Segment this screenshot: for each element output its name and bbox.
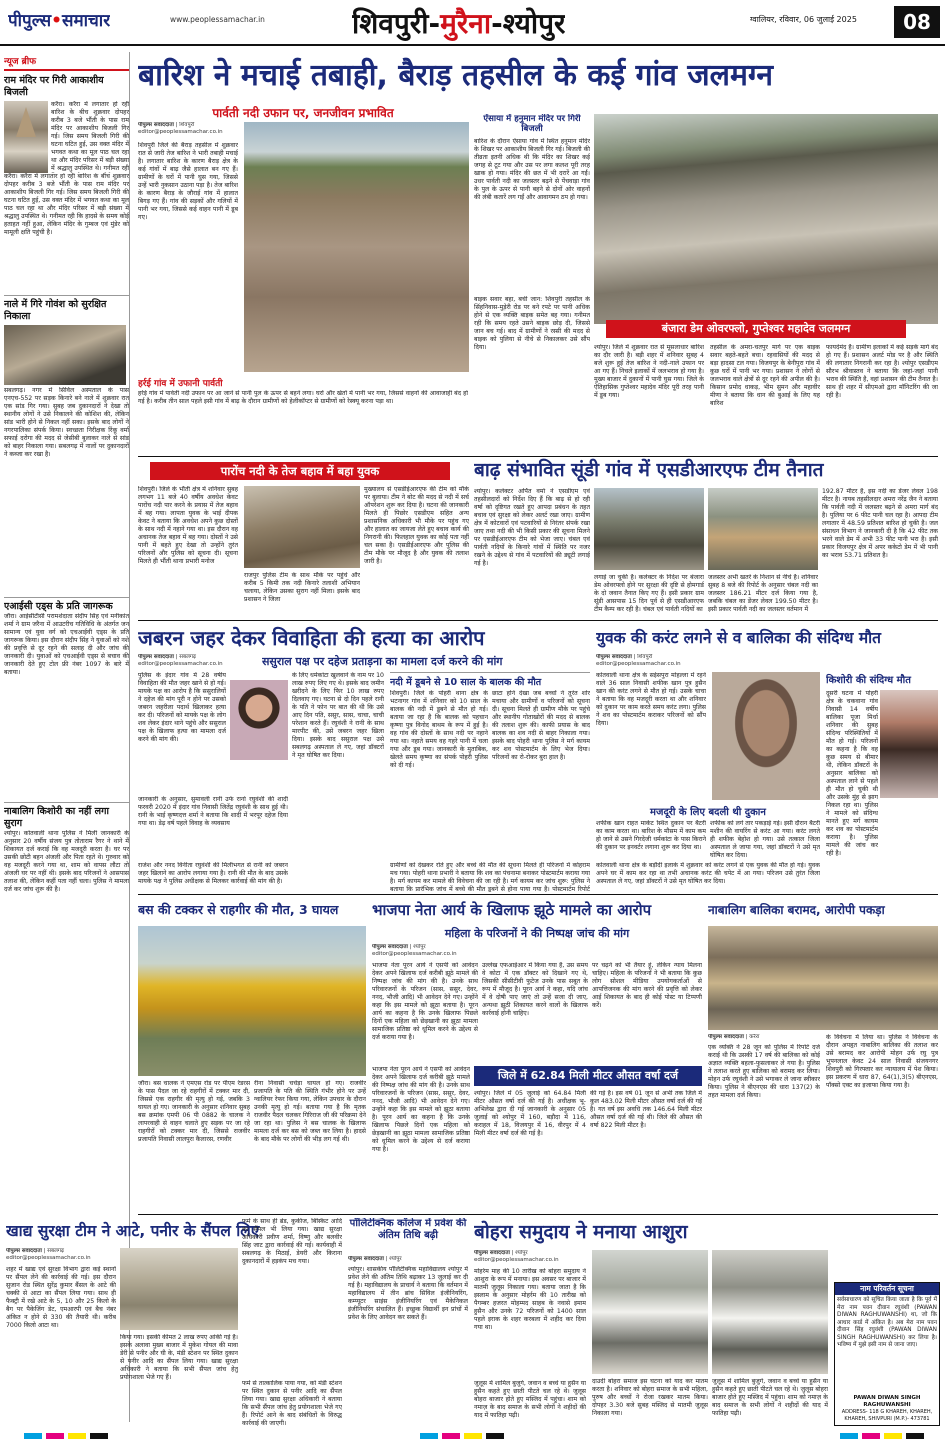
bohra-photo-1	[592, 1250, 708, 1374]
dowry-body-c: राजेश और ननद विनीता रघुवंशी की मिलीभगत से रानी को जबरन जहर खिलाने का आरोप लगाया गया है। रानी की मौत के बाद उसके मायके पक्ष ने पुलिस अधीक्षक से मिलकर कार्रवाई की मांग की है।	[138, 862, 288, 892]
paraunch-body: शिवपुरी। जिले के भौंती क्षेत्र में शनिवार सुबह लगभग 11 बजे 40 वर्षीय अवधेश केवट पारोंच नदी पार करने के प्रयास में तेज बहाव में बह गया। लापता युवक के भाई दीपक केवट ने बताया कि अवधेश अपने कुछ दोस्तों के साथ नदी में नहाने गया था। इस दौरान वह अचानक तेज बहाव में बह गया। दोस्तों ने उसे पानी में बहते हुए देखा तो उन्होंने तुरंत परिजनों और पुलिस को सूचना दी। सूचना मिलते ही भौंती थाना प्रभारी मनोज	[138, 486, 238, 565]
drown-body-3: ग्रामीणों को देखकर रोते हुए और बच्चे की मौत की सूचना मिलते ही परिजनों में कोहराम मच गया। पोहरी थाना प्रभारी ने बताया कि शव का पंचनामा बनाकर पोस्टमार्टम कराया गया है। मर्ग कायम कर मामले की विवेचना की जा रही है। मर्ग कायम कर जांच शुरू: पुलिस ने बताया कि प्रारंभिक जांच में बच्चे की मौत डूबने से होना पाया गया है। पोस्टमार्टम रिपोर्ट	[390, 862, 590, 892]
minor-body: एक व्यक्ति ने 28 जून को पुलिस में रिपोर्ट दर्ज कराई थी कि उसकी 17 वर्ष की बालिका को कोई अज्ञात व्यक्ति बहला-फुसलाकर ले गया है। पुलिस ने तलाश करते हुए बालिका को बरामद कर लिया। मोहन उर्फ रघुवंशी ने उसे भगाकर ले जाना स्वीकार किया। पुलिस ने बीएनएस की धारा 137(2) के तहत मामला दर्ज किया।	[708, 1044, 820, 1099]
bjp-body-3: पर चढ़ने को भी तैयार हूं, लेकिन न्याय मिलना चाहिए। महिला के परिजनों ने भी बताया कि कुछ लोग सोशल मीडिया उपयोगकर्ताओं से आपत्तिजनक की मांग करने की प्रवृत्ति को लेकर आई शिकायत के बाद ही कोई पोस्ट या टिप्पणी करें।	[592, 962, 702, 1009]
poly-body: श्योपुर। शासकीय पॉलिटेक्निक महाविद्यालय श्योपुर में प्रवेश लेने की अंतिम तिथि बढ़ाकर 13 जुलाई कर दी गई है। महाविद्यालय के प्राचार्य ने बताया कि वर्तमान में महाविद्यालय में तीन ब्रांच सिविल इंजीनियरिंग, कम्प्यूटर साइंस इंजीनियरिंग एवं मैकेनिकल इंजीनियरिंग संचालित हैं। इच्छुक विद्यार्थी इन प्रांचों में प्रवेश के लिए आवेदन कर सकते हैं।	[348, 1266, 468, 1321]
news-brief-column	[4, 52, 130, 1422]
temple-body: बारिश के दौरान ऐंसाया गांव में स्थित हनुमान मंदिर के शिखर पर आकाशीय बिजली गिर गई। बिजली की तीव्रता इतनी अधिक थी कि मंदिर का शिखर कई जगह से टूट गया और उस पर लगा कलश पूरी तरह खाक हो गया। मंदिर की छत में भी दरारें आ गईं। उधर पार्वती नदी का जलस्तर बढ़ने से पेंचवाड़ा गांव के पुल के ऊपर से पानी बहने से दोनों ओर वाहनों की लंबी कतारें लग गईं और आवागमन ठप हो गया।	[474, 138, 590, 201]
bjp-byline: पीपुल्स संवाददाता | श्योपुर editor@peoplessamachar.co.in	[372, 944, 457, 957]
bohra-byline: पीपुल्स संवाददाता | श्योपुर editor@peoplessamachar.co.in	[474, 1250, 559, 1263]
shock-subhead: मजदूरी के लिए बदली थी दुकान	[650, 807, 766, 818]
paraunch-caption: राजपुर पुलिस टीम के साथ मौके पर पहुंचे और करीब 5 किमी तक नदी किनारे तलाशी अभियान चलाया, लेकिन उसका सुराग नहीं मिला। इसके बाद प्रशासन ने जिला	[244, 572, 360, 603]
masthead	[0, 0, 945, 46]
divider	[138, 894, 938, 895]
notice-sign: PAWAN DIWAN SINGH RAGHUWANSHI	[853, 1395, 921, 1408]
bohra-body-3: जुलूस में शामिल बुजुर्ग, जवान व बच्चे या हुसैन या हुसैन कहते हुए छाती पीटते चल रहे थे। जुलूस बोहरा बाजार होते हुए मस्जिद में पहुंचा। शाम को नमाज़ के बाद समाज के सभी लोगों ने शहीदों की याद में फातिहा पढ़ी।	[712, 1378, 828, 1417]
temple-headline: ऐंसाया में हनुमान मंदिर पर गिरी बिजली	[483, 114, 581, 134]
print-color-mark	[464, 1433, 482, 1439]
bus-body: जौरा। बस चालक ने एमएस रोड पर पीएम रेडरस के पास पैदल जा रहे राहगीरों में टक्कर मार दी, जिससे एक राहगीर की मृत्यु हो गई, जबकि 3 घायल हो गए। जानकारी के अनुसार शनिवार सुबह बस क्रमांक एमपी 06 पी 0882 के चालक ने लापरवाही से वाहन चलाते हुए सड़क पर जा रहे राहगीरों को टक्कर मार दी, जिससे राजवीर प्रजापति निवासी लालपुरा कैलारस, रणवीर	[138, 1080, 250, 1143]
drown-body-2: छाटा होने देखा जब बच्चों ने तुरंत शोर मचाया और ग्रामीणों व परिजनों को सूचना दी। सूचना मिलते ही ग्रामीण मौके पर पहुंचे और स्थानीय गोताखोरों की मदद से बालक की तलाश शुरू की। काफी प्रयास के बाद बालक का शव नदी से बाहर निकाला गया। इसके बाद पोहरी थाना पुलिस ने मर्ग कायम कर शव पोस्टमार्टम के लिए भेज दिया। परिजनों का रो-रोकर बुरा हाल है।	[492, 690, 590, 761]
bohra-photo-2	[712, 1250, 828, 1374]
bohra-body: मोहर्रम माह की 10 तारीख को बोहरा समुदाय ने आशुरा के रूप में मनाया। इस अवसर पर बाजार में मातमी जुलूस निकाला गया। बताया जाता है कि इस्लाम के अनुसार मोहर्रम की 10 तारीख को पैगम्बर हजरत मोहम्मद साहब के नवासे इमाम हुसैन और उनके 72 परिजनों को 1400 साल पहले इराक के शहर करबला में शहीद कर दिया गया था।	[474, 1268, 586, 1331]
man-photo	[712, 672, 820, 800]
brief-body: करैरा। करैरा में लगातार हो रही बारिश के बीच शुक्रवार दोपहर करीब 3 बजे भौंती के पास राम मंदिर पर आकाशीय बिजली गिर गई। जिस समय बिजली गिरी की घटना घटित हुई, उस वक्त मंदिर में भगवत कथा का मूल पाठ चल रहा था और मंदिर परिसर में बड़ी संख्या में श्रद्धालु उपस्थित थे। गनीमत रही	[51, 101, 129, 172]
print-color-mark	[884, 1433, 902, 1439]
shock-mid-body-2: शफीक को लगे तार पकड़ाई गई। इसी दौरान बैटरी मशीन की वायरिंग से करंट आ गया। करंट लगते ही शफीक बेहोश हो गया। उसे तत्काल जिला अस्पताल ले जाया गया, जहां डॉक्टरों ने उसे मृत घोषित कर दिया।	[710, 820, 820, 859]
drown-headline: नदी में डूबने से 10 साल के बालक की मौत	[390, 672, 590, 688]
food-body-4: फर्म से तात्कालिक पाया गया, को मंडी स्टेशन पर स्थित दुकान से पनीर आदि का सैंपल लिया गया। खाद्य सुरक्षा अधिकारी ने बताया कि सभी सैंपल जांच हेतु प्रयोगशाला भेजे गए हैं। रिपोर्ट आने के बाद संबंधितों के विरुद्ध कार्रवाई की जाएगी।	[242, 1380, 342, 1426]
divider	[138, 620, 938, 621]
brief-body: श्योपुर। कोतवाली थाना पुलिस ने मिली जानकारी के अनुसार 20 वर्षीय संजय पुत्र तोताराम रैगर ने थाने में शिकायत दर्ज कराई कि वह मजदूरी करता है। घर पर उसकी छोटी बहन अंजली और पिता रहते थे। गुरुवार को वह मजदूरी करने गया था, शाम को वापस लौटा तो अंजली घर पर नहीं थी। इसके बाद परिजनों ने आसपास तलाश की, लेकिन कहीं पता नहीं चला। पुलिस ने मामला दर्ज कर जांच शुरू की है।	[4, 830, 129, 893]
name-change-notice	[834, 1282, 940, 1426]
brief-headline: नाले में गिरे गोवंश को सुरक्षित निकाला	[4, 295, 129, 323]
shock-body: कोतवाली थाना क्षेत्र के सईसपुरा मोहल्ला में रहने वाले 36 साल निवासी शफीक खान पुत्र हुसैन खान की करंट लगने से मौत हो गई। उसके चाचा ने बताया कि वह मजदूरी करता था और शनिवार को दुकान पर काम करते समय करंट लगा। पुलिस ने शव का पोस्टमार्टम कराकर परिजनों को सौंप दिया।	[596, 672, 706, 727]
notice-body: सर्वसाधारण को सूचित किया जाता है कि पूर्व में मेरा नाम पवन दीवान रघुवंशी (PAWAN DIWAN RAGHUWANSHI) था, जो कि आधार कार्ड में अंकित है। अब मेरा नाम पवन दीवान सिंह रघुवंशी (PAWAN DIWAN SINGH RAGHUWANSHI) कर लिया है। भविष्य में मुझे इसी नाम से जाना जाए।	[837, 1297, 937, 1348]
edition-title: शिवपुरी-मुरैना-श्योपुर	[352, 7, 566, 40]
minor-body-2: के विवेचना में लिया था। पुलिस ने विवेचना के दौरान अपहृत नाबालिग बालिका की तलाश कर उसे बरामद कर आरोपी मोहन उर्फ रघु पुत्र भूपनलाल केवट 24 साल निवासी संजयनगर शिवपुरी को गिरफ्तार कर न्यायालय में पेश किया। इस प्रकरण में धारा 87, 64(1),3(5) बीएनएस, पॉक्सो एक्ट का इजाफा किया गया है।	[826, 1034, 938, 1089]
bus-photo	[138, 926, 366, 1076]
sudi-body-2: जलस्तर अभी खतरे के निशान से नीचे है। शनिवार सुबह 8 बजे की रिपोर्ट के अनुसार चंबल नदी का जलस्तर 186.21 मीटर दर्ज किया गया है, जबकि चंबल का डेंजर लेवल 199.50 मीटर है। इसी प्रकार पार्वती नदी का जलस्तर वर्तमान में	[708, 574, 818, 613]
dowry-body-b: जानकारी के अनुसार, सुमावली रानी उर्फ रानो रघुवंशी की शादी फरवरी 2020 में इंदार गांव निवासी जितेंद्र रघुवंशी के साथ हुई थी। रानी के भाई कृष्णदत्त शर्मा ने बताया कि शादी में भरपूर दहेज दिया गया था। डेढ़ वर्ष पहले विवाह के व्यवसाय	[138, 796, 288, 827]
dam-body-col3: फायदेमंद है। ग्रामीण इलाकों में कई सड़कें मार्ग बंद हो गए हैं। प्रशासन अलर्ट मोड पर है और स्थिति की लगातार निगरानी कर रहा है। श्योपुर एसडीएम सौरभ श्रीवास्तव ने बताया कि जहां-जहां पानी भराव की स्थिति है, वहां प्रशासन की टीम तैनात है। साथ ही शहर में सीएमओ द्वारा मॉनिटरिंग की जा रही है।	[826, 344, 938, 399]
paraunch-headline: पारोंच नदी के तेज बहाव में बहा युवक	[150, 462, 450, 480]
lead-subhead: पार्वती नदी उफान पर, जनजीवन प्रभावित	[212, 106, 394, 120]
notice-address: ADDRESS- 118 G KHAREH, KHAREH, KHAREH, SHIVPURI (M.P.)- 473781	[841, 1409, 933, 1422]
dam-photo	[594, 114, 938, 324]
lead-byline: पीपुल्स संवाददाता | शिवपुरी editor@peoplessamachar.co.in	[138, 122, 223, 135]
lead-headline: बारिश ने मचाई तबाही, बैराड़ तहसील के कई गांव जलमग्न	[138, 58, 773, 93]
bjp-body-2: उल्लेख एफआईआर में किया गया है, उस समय वे कोटा में एक डॉक्टर को दिखाने गए थे, जिसकी सीसीटीवी फुटेज उनके पास सबूत के रूप में मौजूद है। पूरन आर्य ने कहा, यदि जांच में वे दोषी पाए जाएं तो उन्हें सजा दी जाए, अन्यथा झूठी शिकायत करने वालों के खिलाफ कार्रवाई होनी चाहिए।	[482, 962, 588, 1017]
website-url[interactable]: www.peoplessamachar.in	[170, 15, 265, 24]
dowry-body-2: के लिए धर्मकांटा खुलवाने के नाम पर 10 लाख रुपए लिए गए थे। इसके बाद जमीन खरीदने के लिए फिर 10 लाख रुपए दिलवाए गए। घटना से दो दिन पहले रानी के पति ने फोन पर बात की थी कि उसे आए दिन पति, ससुर, सास, चाचा, चाची परेशान करते हैं। रघुवंशी ने रानी के साथ मारपीट की, उसे जबरन जहर खिला दिया। इसके बाद ससुराल पक्ष उसे सबलगढ़ अस्पताल ले गए, जहां डॉक्टरों ने मृत घोषित कर दिया।	[292, 672, 384, 759]
poly-headline: पॉलिटेक्निक कॉलेज में प्रवेश की अंतिम तिथि बढ़ी	[349, 1218, 467, 1241]
brief-headline: नाबालिग किशोरी का नहीं लगा सुराग	[4, 802, 129, 830]
shock-body-intro: कोतवाली थाना क्षेत्र के बड़ौदी इलाके में शुक्रवार को करंट लगने से एक युवक की मौत हो गई। युवक अपने घर में काम कर रहा था तभी अचानक करंट की चपेट में आ गया। परिजन उसे तुरंत जिला अस्पताल ले गए, जहां डॉक्टरों ने उसे मृत घोषित कर दिया।	[596, 862, 820, 892]
dam-body-col1: श्योपुर। जिले में शुक्रवार रात से मूसलाधार बारिश का दौर जारी है। बड़ी शहर में शनिवार सुबह 4 बजे शुरू हुई तेज बारिश ने नदी-नाले उफान पर आ गए हैं। निचले इलाकों में जलभराव हो गया है। मुख्य बाजार में दुकानों में पानी घुस गया। जिले के ऐतिहासिक गुप्तेश्वर महादेव मंदिर पूरी तरह पानी में डूब गया।	[594, 344, 704, 399]
bohra-body-2: दाउदी बोहरा समाज इस घटना को याद कर मातम करता है। शनिवार को बोहरा समाज के सभी महिला, पुरुष और बच्चों ने रोजा रखकर मातम किया। दोपहर 3.30 बजे सुबह मस्जिद से मातमी जुलूस निकाला गया।	[592, 1378, 708, 1417]
print-color-mark	[68, 1433, 86, 1439]
food-body: शहर में खाद्य एवं सुरक्षा विभाग द्वारा कई स्थानों पर सैंपल लेने की कार्रवाई की गई। इस दौरान सुजान रोड स्थित सुरेंद्र कुमार बैंसल के आटे की चक्की से आटा का सैंपल लिया गया। साथ ही फैक्ट्री में रखे आटे के 5, 10 और 25 किलो के बैग पर पैकेजिंग डेट, एमआरपी एवं बैच नंबर अंकित न होने से 330 की तैयारी थी। करीब 7000 किलो आटा था।	[6, 1266, 116, 1329]
bjp-body-cont: भाजपा नेता पूरन आर्य ने एसपी को आवेदन देकर अपने खिलाफ दर्ज करीबी झूठे मामले की निष्पक्ष जांच की मांग की है। उनके साथ परिवारजनों के परिजन (सास, ससुर, देवर, ननद, भौजी आदि) भी आवेदन देने गए। उन्होंने कहा कि इस मामले को झूठा बताया है। पूरन आर्य का कहना है कि उनके खिलाफ पिछले दिनों एक महिला को छेड़खानी का झूठा मामला सामाजिक प्रतिष्ठा को धूमिल करने के उद्देश्य से दर्ज कराया गया है।	[372, 1066, 470, 1153]
rescue-photo	[244, 486, 360, 568]
bjp-body: भाजपा नेता पूरन आर्य ने एसपी को आवेदन देकर अपने खिलाफ दर्ज करीबी झूठे मामले की निष्पक्ष जांच की मांग की है। उनके साथ परिवारजनों के परिजन (सास, ससुर, देवर, ननद, भौजी आदि) भी आवेदन देने गए। उन्होंने कहा कि इस मामले को झूठा बताया है। पूरन आर्य का कहना है कि उनके खिलाफ पिछले दिनों एक महिला को छेड़खानी का झूठा मामला सामाजिक प्रतिष्ठा को धूमिल करने के उद्देश्य से दर्ज कराया गया है।	[372, 962, 478, 1041]
shock-headline: युवक की करंट लगने से व बालिका की संदिग्ध मौत	[596, 629, 881, 647]
brief-body: जौरा। आईसीटीसी परामर्शदाता संदीप सिंह एवं मनीकांत शर्मा ने ग्राम जरैना में आउटरीच गतिविधि के अंतर्गत जन सामान्य एवं युवा वर्ग को एचआईवी एड्स के प्रति जागरूक किया। इस दौरान संदीप सिंह ने युवाओं को नशे की प्रवृत्ति से दूर रहने की सलाह दी और जांच की जानकारी दी। युवाओं को एचआईवी एड्स से बचाव की जानकारी देते हुए टोल फ्री नंबर 1097 के बारे में बताया।	[4, 613, 129, 676]
food-headline: खाद्य सुरक्षा टीम ने आटे, पनीर के सैंपल लिए	[6, 1222, 260, 1240]
poly-byline: पीपुल्स संवाददाता | श्योपुर	[348, 1256, 402, 1262]
bohra-body-4: जुलूस में शामिल बुजुर्ग, जवान व बच्चे या हुसैन या हुसैन कहते हुए छाती पीटते चल रहे थे। जुलूस बोहरा बाजार होते हुए मस्जिद में पहुंचा। शाम को नमाज़ के बाद समाज के सभी लोगों ने शहीदों की याद में फातिहा पढ़ी।	[474, 1380, 586, 1426]
sudi-body: श्योपुर। कलेक्टर अर्पित वर्मा ने एसडीएम एवं तहसीलदारों को निर्देश दिए हैं कि बाढ़ से हो रही वर्षा को दृष्टिगत रखते हुए आपदा प्रबंधन के तहत बचाव एवं सुरक्षा को लेकर अलर्ट रखा जाए। ग्रामीण क्षेत्र में कोटवारों एवं पटवारियों से निरंतर संपर्क रखा जाए तथा नदी की भी किसी प्रकार की सूचना मिलने पर एसडीईआरएफ टीम को भेजा जाए। चंबल एवं पार्वती नदियों के किनारे गांवों में स्थिति पर नजर रखने के उद्देश्य से गांव में पटवारियों की ड्यूटी लगाई गई है।	[474, 488, 590, 567]
print-color-mark	[90, 1433, 108, 1439]
brief-body-cont: करैरा। करैरा में लगातार हो रही बारिश के बीच शुक्रवार दोपहर करीब 3 बजे भौंती के पास राम मंदिर पर आकाशीय बिजली गिर गई। जिस समय बिजली गिरी की घटना घटित हुई, उस वक्त मंदिर में भगवत कथा का मूल पाठ चल रहा था और मंदिर परिसर में बड़ी संख्या में श्रद्धालु उपस्थित थे। गनीमत रही कि हादसे के समय कोई हताहत नहीं हुआ, लेकिन मंदिर के गुम्बज एवं मुंडेर को मामूली क्षति पहुंची है।	[4, 173, 129, 236]
print-color-mark	[486, 1433, 504, 1439]
flood-photo	[244, 122, 469, 372]
food-body-2: किया गया। इसकी कीमत 2 लाख रुपए आंकी गई है। इसके अलावा मुख्य बाजार में मुकेश गोयल की मावा डेरी से पनीर और घी के, मंडी स्टेशन पर स्थित दुकान से पनीर आदि का सैंपल लिया गया। खाद्य सुरक्षा अधिकारी ने बताया कि सभी सैंपल जांच हेतु प्रयोगशाला भेजे गए हैं।	[120, 1334, 238, 1381]
rain-body: श्योपुर। जिले में 05 जुलाई को 64.84 मिली मीटर औसत वर्षा दर्ज की गई है। अधीक्षक भू-अभिलेख द्वारा दी गई जानकारी के अनुसार 05 जुलाई को श्योपुर में 160, बड़ौदा में 116, कराहल में 18, विजयपुर में 16, वीरपुर में 4 मिली मीटर वर्षा दर्ज की गई है।	[474, 1090, 586, 1137]
print-color-mark	[24, 1433, 42, 1439]
divider	[138, 1214, 938, 1215]
food-body-3: फर्म के साथ ही ब्रेड, कुकीज, बिस्किट आदि का सैंपल भी लिया गया। खाद्य सुरक्षा अधिकारी प्रवीण शर्मा, विष्णु और बलवीर सिंह जाट द्वारा कार्रवाई की गई। कार्यवाही में सबलगढ़ के मिठाई, डेयरी और किराना दुकानदारों में हड़कंप मच गया।	[242, 1218, 342, 1265]
bus-body-2: रीना निवासी चचेड़ा घायल हो गए। राजवीर प्रजापति के पति की स्थिति गंभीर होने पर उन्हें ग्वालियर रेफर किया गया, लेकिन उपचार के दौरान उनकी मृत्यु हो गई। बताया गया है कि मृतक राजवीर पैदल चलकर गिरिराज जी की परिक्रमा देने जा रहा था। पुलिस ने बस चालक के खिलाफ मामला दर्ज कर बस को जब्त कर लिया है। हादसे के बाद मौके पर लोगों की भीड़ लग गई थी।	[254, 1080, 366, 1143]
sudi-body-3: 192.87 मीटर है, इस नदी का डेंजर लेवल 198 मीटर है। नायब तहसीलदार अमरा नरेंद्र जैन ने बताया कि पार्वती नदी में जलस्तर बढ़ने से अमरा मार्ग बंद है। पुलिया पर 6 फीट पानी चल रहा है। आपदा टीम लगातार में 48.59 प्रतिशत बारिश हो चुकी है। जल संसाधन विभाग ने जानकारी दी है कि 42 फीट तक भरने वाले डेम में अभी 33 फीट पानी भरा है। इसी प्रकार विजयपुर क्षेत्र में अपर ककेटो डेम में भी पानी का भराव 53.71 प्रतिशत है।	[822, 488, 938, 559]
brief-body: सबलगढ़। नगर में सिविल अस्पताल के पास एनएच-552 पर सड़क किनारे बने नाले में शुक्रवार रात एक सांड गिर गया। सुबह जब दुकानदारों ने देखा तो स्थानीय लोगों ने उसे निकालने की कोशिश की, लेकिन सांड भारी होने से निकल नहीं सका। इसके बाद लोगों ने नगरपालिका संपर्क किया। स्वच्छता निरीक्षक रिंकू वर्मा सफाई दरोगा की मदद से जेसीबी बुलाकर नाले से सांड को बाहर निकाला गया। सबलगढ़ में नालों पर दुकानदारों ने कब्जा कर रखा है।	[4, 387, 129, 458]
paraunch-body-2: मुख्यालय से एसडीईआरएफ की टीम को मौके पर बुलाया। टीम ने बोट की मदद से नदी में सर्च ऑपरेशन शुरू कर दिया है। घटना की जानकारी मिलते ही पिछोर एसडीएम सहित अन्य प्रशासनिक अधिकारी भी मौके पर पहुंच गए और हालात का जायजा लेते हुए बचाव कार्य की निगरानी की। फिलहाल युवक का कोई पता नहीं चल सका है। एसडीईआरएफ और पुलिस की टीम मौके पर मौजूद है और युवक की तलाश जारी है।	[364, 486, 469, 565]
sudi-caption: लगाई जा चुकी है। कलेक्टर के निर्देश पर बंजारा डेम ओवरफ्लो होने पर सुरक्षा की दृष्टि से होमगार्ड के दो जवान तैनात किए गए हैं। इसी प्रकार ग्राम सूंडी आसपास 15 दिन पूर्व से ही एसडीआरएफ टीम कैम्प कर रही है। चंबल एवं पार्वती नदियों का	[594, 574, 704, 613]
brief-label: न्यूज ब्रीफ	[4, 52, 129, 71]
notice-headline: नाम परिवर्तन सूचना	[835, 1283, 939, 1295]
shock-mid-body: शफीक खान राहत मार्केट स्थित दुकान पर बैटरी का काम करता था। बारिश के मौसम में काम कम हो जाने से उसने गिरदेजी धर्मकांटा के पास किराने की दुकान पर इनवर्टर लगाना शुरू कर दिया था।	[596, 820, 706, 851]
inset-body: हर्रई गांव में पार्वती नदी उफान पर आ जाने से पानी पुल के ऊपर से बहने लगा। घरों और खेतों में पानी भर गया, जिससे वाहनों की आवाजाही बंद हो गई है। करीब तीन साल पहले इसी गांव में बाढ़ के दौरान ग्रामीणों को हेलीकॉप्टर से ग्रामीणों को रेस्क्यू करना पड़ा था।	[138, 390, 468, 405]
victim-photo	[230, 680, 288, 760]
dam-body-col2: तहसील के अमरा-चतपुर मार्ग पर एक बाइक सवार बहते-बहते बचा। रहवासियों की मदद से बड़ा हादसा टल गया। विजयपुर के बेनीपुरा गांव में कुछ घरों में पानी भर गया। प्रशासन ने लोगों से जलभराव वाले क्षेत्रों से दूर रहने की अपील की है। किसान प्रमोद धाकड़, भीम सुमन और महावीर मीणा ने बताया कि धान की बुआई के लिए यह बारिश	[710, 344, 820, 407]
bus-headline: बस की टक्कर से राहगीर की मौत, 3 घायल	[138, 902, 339, 917]
bjp-headline: भाजपा नेता आर्य के खिलाफ झूठे मामले का आरोप	[372, 901, 652, 919]
print-color-mark	[442, 1433, 460, 1439]
drain-photo	[4, 325, 126, 385]
food-photo	[120, 1248, 238, 1330]
dowry-body: पुलिस के इंदार गांव में 28 वर्षीय विवाहिता की मौत जहर खाने से हो गई। मायके पक्ष का आरोप है कि ससुरालियों ने दहेज की मांग पूरी न होने पर उसको जबरन जहरीला पदार्थ खिलाकर हत्या कर दी। परिजनों को मायके पक्ष के लोग शव लेकर इंदार थाने पहुंचे और ससुराल पक्ष के खिलाफ हत्या का मामला दर्ज करने की मांग की।	[138, 672, 226, 743]
police-photo	[708, 926, 938, 1030]
food-byline: पीपुल्स संवाददाता | सबलगढ़ editor@peoplessamachar.co.in	[6, 1248, 91, 1261]
print-color-mark	[420, 1433, 438, 1439]
print-color-mark	[906, 1433, 924, 1439]
shock-byline: पीपुल्स संवाददाता | शिवपुरी editor@peoplessamachar.co.in	[596, 654, 681, 667]
rain-headline: जिले में 62.84 मिली मीटर औसत वर्षा दर्ज	[474, 1066, 702, 1086]
inset-headline: हर्रई गांव में उफानी पार्वती	[138, 379, 223, 389]
dowry-headline: जबरन जहर देकर विवाहिता की हत्या का आरोप	[138, 626, 485, 650]
girl-photo	[880, 690, 938, 798]
lead-body: शिवपुरी जिले की बैराड़ तहसील में शुक्रवार रात से जारी तेज बारिश ने भारी तबाही मचाई है। लगातार बारिश के कारण बैराड़ क्षेत्र के कई गांवों में बाढ़ जैसे हालात बन गए हैं। ग्रामीणों के घरों में पानी घुस गया, जिससे उन्हें भारी नुकसान उठाना पड़ा है। तेज बारिश के कारण बैराड़ के जौराई गांव में हालात बिगड़ गए हैं। गांव की सड़कों और गलियों में पानी भर गया, जिससे कई वाहन पानी में डूब गए।	[138, 142, 238, 221]
brand-logo: पीपुल्स•समाचार	[8, 11, 111, 31]
print-color-mark	[862, 1433, 880, 1439]
dowry-subhead: ससुराल पक्ष पर दहेज प्रताड़ना का मामला दर्ज करने की मांग	[262, 655, 503, 668]
temple-photo	[4, 101, 48, 173]
girl-body: दूसरी घटना में पोहरी क्षेत्र के चकवाना गांव निवासी 14 वर्षीय बालिका पूजा मिर्धा शनिवार की सुबह संदिग्ध परिस्थितियों में मौत हो गई। परिजनों का कहना है कि वह कुछ समय से बीमार थी, लेकिन डॉक्टरों के अनुसार बालिका को अस्पताल लाने से पहले ही मौत हो चुकी थी और उसके मुंह से झाग निकल रहा था। पुलिस ने मामले को संदिग्ध मानते हुए मर्ग कायम कर शव का पोस्टमार्टम कराया है। पुलिस मामले की जांच कर रही है।	[826, 690, 878, 857]
issue-date: ग्वालियर, रविवार, 06 जुलाई 2025	[750, 15, 857, 24]
sudi-headline: बाढ़ संभावित सूंडी गांव में एसडीआरएफ टीम तैनात	[474, 459, 824, 481]
dam-caption: बंजारा डेम ओवरफ्लो, गुप्तेश्वर महादेव जलमग्न	[606, 320, 906, 338]
brief-headline: एआईसी एड्स के प्रति जागरूक	[4, 597, 129, 613]
temple-body-2: बाइक सवार बहा, बची जान: शिवपुरी तहसील के सिंहनिवास-मुड़ेरी रोड पर बने रपटे पर पानी अधिक होने से एक व्यक्ति बाइक समेत बह गया। गनीमत रही कि समय रहते उसने बाइक छोड़ दी, जिससे जान बच गई। बाद में ग्रामीणों ने रस्सी की मदद से बाइक को पुलिया से नीचे से निकालकर उसे सौंप दिया।	[474, 296, 590, 351]
sdrf-photo-2	[708, 488, 818, 570]
minor-byline: पीपुल्स संवाददाता | करैरा	[708, 1034, 760, 1040]
rain-body-2: की गई है। इस वर्ष 01 जून से अभी तक जिले में कुल 483.02 मिली मीटर औसत वर्षा दर्ज की गई है। गत वर्ष इस अवधि तक 146.64 मिली मीटर औसत वर्षा दर्ज की गई थी। जिले की औसत की वर्षा 822 मिली मीटर है।	[590, 1090, 702, 1129]
print-color-mark	[46, 1433, 64, 1439]
sdrf-photo-1	[594, 488, 704, 570]
page-number: 08	[894, 6, 940, 38]
girl-headline: किशोरी की संदिग्ध मौत	[826, 675, 911, 686]
dowry-byline: पीपुल्स संवाददाता | सबलगढ़ editor@peoplessamachar.co.in	[138, 654, 223, 667]
drown-body: शिवपुरी। जिले के पोहरी थाना क्षेत्र के भटनागर गांव में शनिवार को 10 साल के बालक की नदी में डूबने से मौत हो गई। बताया जा रहा है कि बालक को पहचान कृष्णा पुत्र विनोद बाथम के रूप में हुई है। वह गांव की दोस्तों के साथ नदी पर नहाने गया था। नहाते समय वह गहरे पानी में चला गया और डूब गया। जानकारी के मुताबिक, खेलते समय कृष्णा का संपर्क पोहरी पुलिस को दी गई।	[390, 690, 488, 769]
print-color-mark	[840, 1433, 858, 1439]
bjp-subhead: महिला के परिजनों ने की निष्पक्ष जांच की मांग	[444, 927, 630, 940]
minor-headline: नाबालिग बालिका बरामद, आरोपी पकड़ा	[708, 903, 885, 917]
bohra-headline: बोहरा समुदाय ने मनाया आशुरा	[474, 1221, 688, 1243]
brief-headline: राम मंदिर पर गिरी आकाशीय बिजली	[4, 75, 104, 98]
